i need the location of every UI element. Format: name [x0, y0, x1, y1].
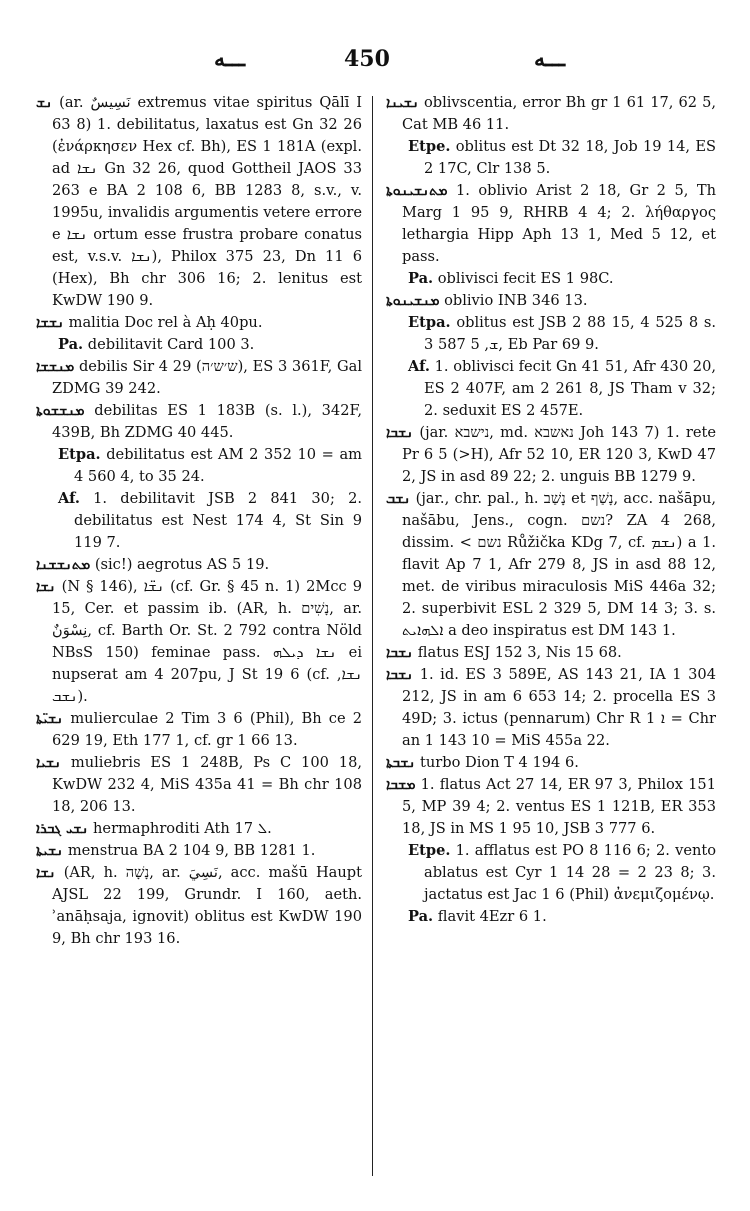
dictionary-entry: [386, 422, 716, 488]
entry-headword: ܢܫܒܬܐ: [386, 755, 416, 771]
entry-headword: ܡܫܒܐ: [386, 777, 416, 793]
dictionary-entry: [36, 356, 362, 400]
entry-text: debilis Sir 4 29 (ש׳ש׳ה), ES 3 361F, Gal ZDMG 39 242.: [52, 358, 362, 397]
entry-headword: ܢܫܝܐ: [36, 755, 61, 771]
column-divider: [372, 96, 373, 1176]
dictionary-entry: [386, 356, 716, 422]
entry-text: menstrua BA 2 104 9, BB 1281 1.: [67, 842, 316, 859]
entry-headword: ܢܫܐ: [36, 865, 56, 881]
stem-label: Af.: [58, 490, 80, 507]
dictionary-entry: [386, 136, 716, 180]
dictionary-entry: [36, 818, 362, 840]
entry-text: flavit 4Ezr 6 1.: [437, 908, 547, 925]
entry-headword: ܢܫ: [36, 95, 53, 111]
header-right-headword: ـــه: [534, 46, 566, 72]
running-header: [0, 46, 750, 80]
dictionary-entry: [36, 840, 362, 862]
dictionary-entry: [386, 774, 716, 840]
stem-label: Pa.: [408, 270, 434, 287]
dictionary-entry: [36, 862, 362, 950]
dictionary-entry: [386, 268, 716, 290]
entry-text: 1. id. ES 3 589E, AS 143 21, IA 1 304 212, JS in am 6 653 14; 2. procella ES 3 49D; 3. ictus (pennarum) Chr R ܐ 1 = Chr an 1 143 10 = MiS 455a 22.: [402, 666, 716, 749]
entry-text: flatus ESJ 152 3, Nis 15 68.: [417, 644, 622, 661]
dictionary-entry: [386, 92, 716, 136]
dictionary-entry: [36, 488, 362, 554]
entry-headword: ܢܫܐ: [36, 579, 56, 595]
entry-text: mulierculae 2 Tim 3 6 (Phil), Bh ce 2 629 19, Eth 177 1, cf. gr 1 66 13.: [52, 710, 362, 749]
dictionary-entry: [386, 180, 716, 268]
dictionary-entry: [386, 840, 716, 906]
dictionary-entry: [36, 312, 362, 334]
entry-headword: ܢܫܝܬܐ: [36, 843, 64, 859]
entry-text: debilitatus est AM 2 352 10 = am 4 560 4, to 35 24.: [74, 446, 362, 485]
stem-label: Etpa.: [58, 446, 101, 463]
dictionary-entry: [36, 92, 362, 312]
entry-text: (ar. نَسِيسٌ extremus vitae spiritus Qālī I 63 8) 1. debilitatus, laxatus est Gn 32 26 (ἐνάρκησεν Hex cf. Bh), ES 1 181A (expl. ad ܢܫܐ Gn 32 26, quod Gottheil JAOS 33 263 e BA 2 108 6, BB 1283 8, s.v., v. 1995u, invalidis argumentis vetere errore e ܢܫܐ ortum esse frustra probare conatus est, v.s.v. ܢܫܐ), Philox 375 23, Dn 11 6 (Hex), Bh chr 306 16; 2. lenitus est KwDW 190 9.: [52, 94, 363, 309]
entry-headword: ܢܫܫܐ: [36, 315, 64, 331]
dictionary-entry: [386, 290, 716, 312]
dictionary-entry: [36, 334, 362, 356]
left-column: [36, 92, 362, 950]
dictionary-entry: [36, 554, 362, 576]
entry-text: oblitus est JSB 2 88 15, 4 525 8 s. ܫ, 5 587 3, Eb Par 69 9.: [424, 314, 716, 353]
entry-text: turbo Dion T 4 194 6.: [419, 754, 579, 771]
entry-headword: ܡܬܢܫܫܢܐ: [36, 557, 91, 573]
entry-headword: ܡܢܫܫܐ: [36, 359, 75, 375]
entry-text: 1. debilitavit JSB 2 841 30; 2. debilitatus est Nest 174 4, St Sin 9 119 7.: [74, 490, 363, 551]
entry-text: (jar. נישבא, md. נאשבא Joh 143 7) 1. rete Pr 6 5 (>H), Afr 52 10, ER 120 3, KwD 47 2, JS in asd 89 22; 2. unguis BB 1279 9.: [402, 424, 716, 485]
entry-text: debilitavit Card 100 3.: [87, 336, 255, 353]
entry-headword: ܢܫܒܐ: [386, 645, 414, 661]
entry-text: debilitas ES 1 183B (s. l.), 342F, 439B, Bh ZDMG 40 445.: [52, 402, 362, 441]
entry-headword: ܡܢܫܝܢܘܬܐ: [386, 293, 440, 309]
entry-text: (sic!) aegrotus AS 5 19.: [94, 556, 270, 573]
entry-headword: ܢܫܒܐ: [386, 425, 414, 441]
entry-text: 1. oblivisci fecit Gn 41 51, Afr 430 20, ES 2 407F, am 2 261 8, JS Tham v 32; 2. seduxit ES 2 457E.: [424, 358, 716, 419]
entry-headword: ܢܫܝ̈ܬܐ: [36, 711, 64, 727]
dictionary-entry: [36, 708, 362, 752]
entry-headword: ܢܫܒ: [386, 491, 411, 507]
entry-headword: ܢܫܝ ܓܒܪܐ: [36, 821, 89, 837]
entry-text: (AR, h. נָשָׁה, ar. نَسِيَ, acc. mašū Haupt AJSL 22 199, Grundr. I 160, aeth. ʾanāḥsaja, ignovit) oblitus est KwDW 190 9, Bh chr 193 16.: [52, 864, 362, 947]
entry-text: (N § 146), ܢܫ̈ܐ (cf. Gr. § 45 n. 1) 2Mcc 9 15, Cer. et passim ib. (AR, h. נָשִׁים, ar. نِسْوَنٌ, cf. Barth Or. St. 2 792 contra Nöld NBsS 150) feminae pass. ܢܫܐ ܕܝܠܗ ei nupserat am 4 207pu, J St 19 6 (cf. ܢܫܐ, ܢܫܒ).: [52, 578, 362, 705]
entry-text: oblitus est Dt 32 18, Job 19 14, ES 2 17C, Clr 138 5.: [424, 138, 716, 177]
entry-text: 1. afflatus est PO 8 116 6; 2. vento ablatus est Cyr 1 14 28 = 2 23 8; 3. jactatus est Jac 1 6 (Phil) ἀνεμιζομένῳ.: [424, 842, 716, 903]
entry-text: (jar., chr. pal., h. נָשַׁב et נָשַׁף, acc. našāpu, našābu, Jens., cogn. נשם? ZA 4 268, dissim. < נשם Růžička KDg 7, cf. ܢܫܡ) a 1. flavit Ap 7 1, Afr 279 8, JS in asd 88 12, met. de viribus miraculosis MiS 446a 32; 2. superbivit ESL 2 329 5, DM 14 3; 3. s. ܐܠܗܐܝܬ a deo inspiratus est DM 143 1.: [402, 490, 717, 639]
page-number: 450: [344, 46, 390, 72]
dictionary-entry: [386, 488, 716, 642]
entry-text: muliebris ES 1 248B, Ps C 100 18, KwDW 232 4, MiS 435a 41 = Bh chr 108 18, 206 13.: [52, 754, 362, 815]
entry-text: malitia Doc rel à Aḥ 40pu.: [68, 314, 263, 331]
entry-text: oblivisci fecit ES 1 98C.: [437, 270, 614, 287]
dictionary-entry: [36, 576, 362, 708]
dictionary-entry: [386, 664, 716, 752]
entry-headword: ܢܫܒܐ: [386, 667, 414, 683]
entry-text: 1. flatus Act 27 14, ER 97 3, Philox 151 5, MP 39 4; 2. ventus ES 1 121B, ER 353 18, JS in MS 1 95 10, JSB 3 777 6.: [402, 776, 717, 837]
entry-text: 1. oblivio Arist 2 18, Gr 2 5, Th Marg 1 95 9, RHRB 4 4; 2. λήθαργος lethargia Hipp Aph 13 1, Med 5 12, et pass.: [402, 182, 717, 265]
right-column: [386, 92, 716, 928]
entry-headword: ܡܬܢܫܝܢܘܬܐ: [386, 183, 448, 199]
stem-label: Etpe.: [408, 138, 451, 155]
dictionary-entry: [36, 400, 362, 444]
dictionary-entry: [386, 906, 716, 928]
stem-label: Pa.: [408, 908, 434, 925]
stem-label: Etpa.: [408, 314, 451, 331]
entry-text: hermaphroditi Ath ܠ 17.: [93, 820, 272, 837]
header-left-headword: ـــه: [214, 46, 246, 72]
dictionary-entry: [36, 752, 362, 818]
stem-label: Pa.: [58, 336, 84, 353]
entry-headword: ܡܢܫܫܘܬܐ: [36, 403, 85, 419]
stem-label: Etpe.: [408, 842, 451, 859]
entry-text: oblivio INB 346 13.: [444, 292, 588, 309]
dictionary-entry: [386, 312, 716, 356]
stem-label: Af.: [408, 358, 430, 375]
dictionary-entry: [386, 642, 716, 664]
dictionary-entry: [386, 752, 716, 774]
dictionary-entry: [36, 444, 362, 488]
entry-text: oblivscentia, error Bh gr 1 61 17, 62 5, Cat MB 46 11.: [402, 94, 716, 133]
entry-headword: ܢܫܝܢܐ: [386, 95, 419, 111]
